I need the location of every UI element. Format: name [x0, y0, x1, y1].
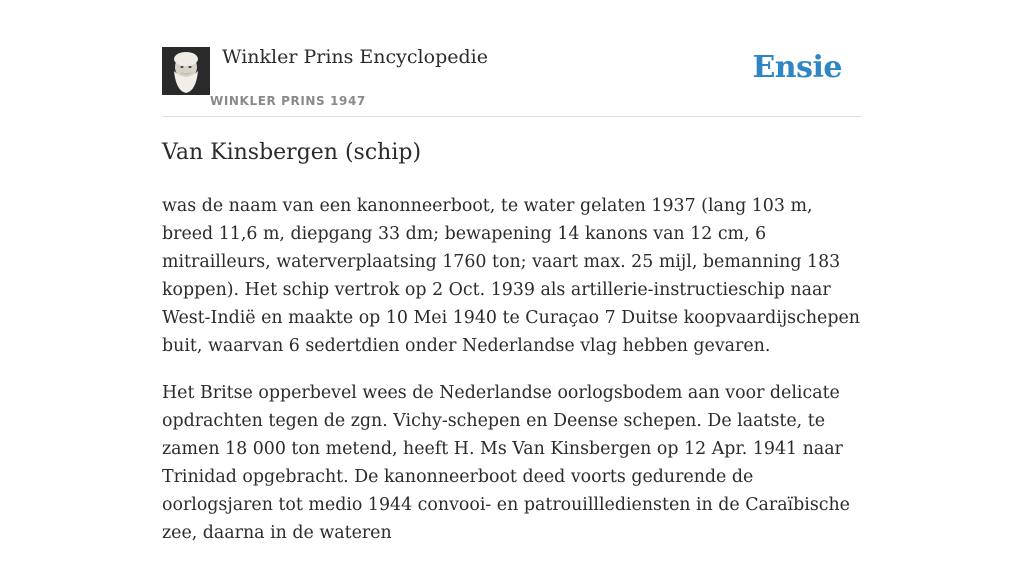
- site-header: [162, 0, 862, 117]
- brand-logo[interactable]: Ensie: [752, 50, 842, 85]
- article-body: [162, 192, 862, 566]
- edition-label[interactable]: WINKLER PRINS 1947: [210, 94, 366, 108]
- article-paragraph: Het Britse opperbevel wees de Nederlandse oorlogsbodem aan voor delicate opdrachten tegen de zgn. Vichy-schepen en Deense schepen. De laatste, te zamen 18 000 ton metend, heeft H. Ms Van Kinsbergen op 12 Apr. 1941 naar Trinidad opgebracht. De kanonneerboot deed voorts gedurende de oorlogsjaren tot medio 1944 convooi- en patrouilllediensten in de Caraïbische zee, daarna in de wateren: [162, 383, 850, 543]
- page: [162, 0, 862, 543]
- article-title: Van Kinsbergen (schip): [162, 140, 422, 165]
- avatar[interactable]: [162, 47, 210, 95]
- bearded-man-portrait-icon: [162, 47, 210, 95]
- article-paragraph: was de naam van een kanonneerboot, te water gelaten 1937 (lang 103 m, breed 11,6 m, diepgang 33 dm; bewapening 14 kanons van 12 cm, 6 mitrailleurs, waterverplaatsing 1760 ton; vaart max. 25 mijl, bemanning 183 koppen). Het schip vertrok op 2 Oct. 1939 als artillerie-instructieschip naar West-Indië en maakte op 10 Mei 1940 te Curaçao 7 Duitse koopvaardijschepen buit, waarvan 6 sedertdien onder Nederlandse vlag hebben gevaren.: [162, 196, 860, 356]
- site-title[interactable]: Winkler Prins Encyclopedie: [222, 46, 488, 68]
